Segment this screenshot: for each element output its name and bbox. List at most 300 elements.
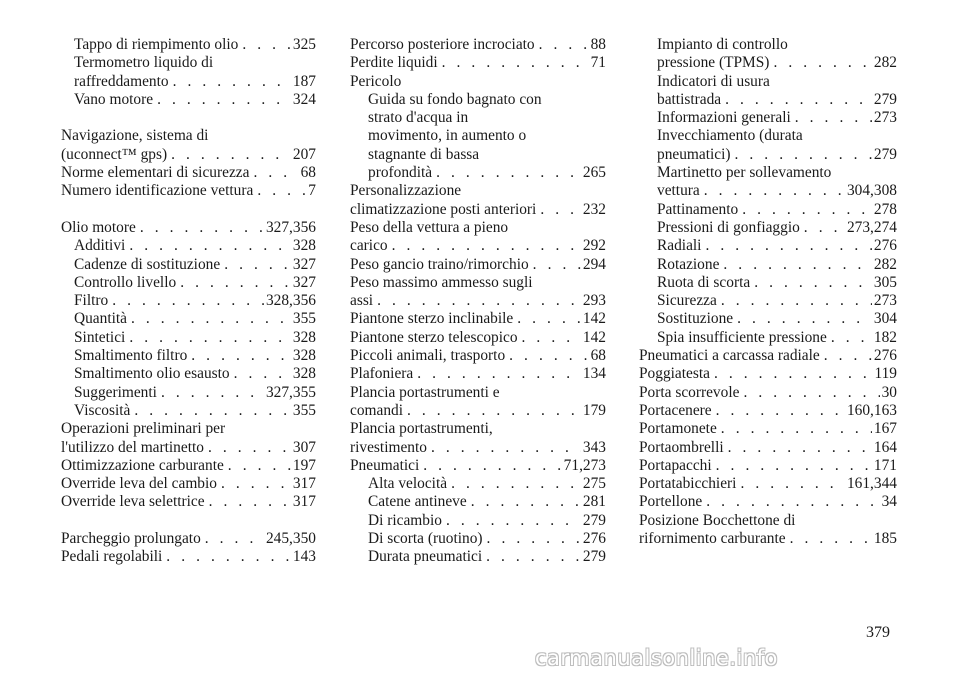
index-entry-page: 119 <box>874 365 897 383</box>
index-entry <box>639 512 897 530</box>
index-entry-term: Martinetto per sollevamento <box>657 164 832 182</box>
index-entry <box>639 109 897 127</box>
dot-leader <box>740 475 845 493</box>
index-entry <box>350 292 606 310</box>
index-entry <box>350 347 606 365</box>
dot-leader <box>140 219 264 237</box>
index-entry-term: Piccoli animali, trasporto <box>350 347 506 365</box>
index-entry-term: Alta velocità <box>368 475 448 493</box>
index-entry <box>350 439 606 457</box>
index-entry-term: Ruota di scorta <box>657 273 751 291</box>
index-entry-term: Portaombrelli <box>639 438 724 456</box>
index-entry-term: Di ricambio <box>368 511 442 529</box>
index-entry-term: Percorso posteriore incrociato <box>350 36 535 53</box>
dot-leader <box>205 530 264 548</box>
index-entry <box>350 402 606 420</box>
index-entry-page: 197 <box>292 456 316 474</box>
index-entry <box>350 420 606 438</box>
index-entry-term: Posizione Bocchettone di <box>639 511 796 529</box>
index-entry <box>350 274 606 292</box>
dot-leader <box>129 329 291 347</box>
index-entry <box>61 548 316 566</box>
dot-leader <box>705 237 871 255</box>
index-entry <box>61 146 316 164</box>
dot-leader <box>209 493 291 511</box>
dot-leader <box>706 493 879 511</box>
index-entry-term: Invecchiamento (durata <box>657 127 803 145</box>
index-entry-term: Navigazione, sistema di <box>61 127 209 145</box>
index-entry-page: 182 <box>873 328 897 346</box>
index-entry-term: Ottimizzazione carburante <box>61 456 224 474</box>
dot-leader <box>446 512 581 530</box>
index-entry <box>350 493 606 511</box>
index-column-2 <box>350 36 606 567</box>
dot-leader <box>221 475 291 493</box>
index-entry <box>350 457 606 475</box>
dot-leader <box>112 292 264 310</box>
index-entry-term: Radiali <box>657 237 702 255</box>
index-entry <box>61 237 316 255</box>
dot-leader <box>824 347 872 365</box>
index-entry <box>350 365 606 383</box>
index-entry-term: pressione (TPMS) <box>657 54 770 72</box>
index-entry <box>61 420 316 438</box>
index-entry-page: 293 <box>582 292 606 310</box>
index-entry-page: 324 <box>292 90 316 108</box>
index-entry <box>639 127 897 145</box>
dot-leader <box>723 256 872 274</box>
index-entry <box>350 127 606 145</box>
index-entry-term: Porta scorrevole <box>639 383 740 401</box>
index-entry <box>639 402 897 420</box>
dot-leader <box>407 402 581 420</box>
section-gap <box>61 512 316 530</box>
index-entry <box>639 439 897 457</box>
dot-leader <box>208 439 291 457</box>
index-entry-term: Override leva del cambio <box>61 475 217 493</box>
index-entry-page: 328 <box>292 237 316 255</box>
index-entry-term: Indicatori di usura <box>657 72 770 90</box>
index-entry-term: Pedali regolabili <box>61 548 163 566</box>
index-entry <box>61 127 316 145</box>
index-entry-page: 327,355 <box>265 383 316 401</box>
index-entry-page: 328 <box>292 347 316 365</box>
index-entry <box>350 384 606 402</box>
dot-leader <box>509 347 588 365</box>
dot-leader <box>754 274 872 292</box>
index-entry-page: 164 <box>873 438 897 456</box>
dot-leader <box>191 347 291 365</box>
index-entry <box>639 256 897 274</box>
index-entry-term: Portacenere <box>639 401 712 419</box>
index-entry-term: strato d'acqua in <box>368 109 469 127</box>
index-entry <box>350 219 606 237</box>
index-entry <box>639 219 897 237</box>
index-entry-page: 179 <box>582 401 606 419</box>
dot-leader <box>471 493 581 511</box>
index-entry-page: 88 <box>590 36 606 53</box>
index-entry <box>350 530 606 548</box>
index-entry <box>61 292 316 310</box>
dot-leader <box>716 402 845 420</box>
index-entry <box>639 457 897 475</box>
index-entry-page: 7 <box>308 182 316 200</box>
index-entry <box>639 54 897 72</box>
index-entry-term: Norme elementari di sicurezza <box>61 164 250 182</box>
watermark-logo: carmanualsonline.info <box>535 646 778 670</box>
dot-leader <box>166 548 291 566</box>
index-entry-term: Olio motore <box>61 218 136 236</box>
index-entry-page: 142 <box>582 328 606 346</box>
index-entry-term: Portapacchi <box>639 456 712 474</box>
index-entry <box>350 201 606 219</box>
index-entry-term: Filtro <box>74 292 109 310</box>
index-entry <box>350 164 606 182</box>
index-entry-term: Peso della vettura a pieno <box>350 218 509 236</box>
index-entry-page: 294 <box>582 255 606 273</box>
index-entry-term: Portamonete <box>639 420 717 438</box>
index-entry-page: 275 <box>582 475 606 493</box>
dot-leader <box>377 292 581 310</box>
index-entry-page: 167 <box>873 420 897 438</box>
index-entry-term: stagnante di bassa <box>368 145 480 163</box>
dot-leader <box>486 548 581 566</box>
index-entry-term: Controllo livello <box>74 273 177 291</box>
dot-leader <box>157 91 291 109</box>
index-entry-page: 68 <box>300 164 316 182</box>
index-entry-page: 343 <box>582 438 606 456</box>
index-entry <box>639 237 897 255</box>
index-entry-page: 245,350 <box>265 530 316 548</box>
index-entry <box>639 292 897 310</box>
index-entry-term: Sintetici <box>74 328 126 346</box>
index-entry <box>61 402 316 420</box>
index-entry-term: Sostituzione <box>657 310 734 328</box>
index-entry-term: Durata pneumatici <box>368 548 483 566</box>
dot-leader <box>735 146 872 164</box>
dot-leader <box>242 36 291 54</box>
index-entry-term: raffreddamento <box>74 72 169 90</box>
index-entry-page: 307 <box>292 438 316 456</box>
dot-leader <box>721 420 872 438</box>
index-entry-page: 292 <box>582 237 606 255</box>
index-entry <box>350 146 606 164</box>
dot-leader <box>522 329 581 347</box>
index-entry-page: 187 <box>292 72 316 90</box>
index-entry-page: 304,308 <box>846 182 897 200</box>
index-entry <box>350 310 606 328</box>
index-entry-term: Pressioni di gonfiaggio <box>657 218 800 236</box>
index-entry-page: 265 <box>582 164 606 182</box>
index-entry <box>61 530 316 548</box>
dot-leader <box>423 457 561 475</box>
dot-leader <box>134 402 291 420</box>
dot-leader <box>180 274 291 292</box>
index-entry-page: 279 <box>873 90 897 108</box>
index-entry-term: Pneumatici a carcassa radiale <box>639 347 820 365</box>
index-entry-page: 207 <box>292 145 316 163</box>
index-entry-term: vettura <box>657 182 700 200</box>
index-entry-term: Termometro liquido di <box>74 54 214 72</box>
index-entry-term: Impianto di controllo <box>657 36 788 53</box>
index-entry-term: Suggerimenti <box>74 383 157 401</box>
dot-leader <box>451 475 581 493</box>
index-entry <box>61 457 316 475</box>
dot-leader <box>173 73 291 91</box>
index-entry <box>639 384 897 402</box>
dot-leader <box>539 36 589 54</box>
dot-leader <box>517 310 581 328</box>
index-entry-term: climatizzazione posti anteriori <box>350 200 537 218</box>
index-entry-term: Peso massimo ammesso sugli <box>350 273 533 291</box>
index-entry-term: Piantone sterzo inclinabile <box>350 310 514 328</box>
dot-leader <box>790 530 872 548</box>
index-entry-term: movimento, in aumento o <box>368 127 527 145</box>
dot-leader <box>234 365 291 383</box>
index-entry-page: 327,356 <box>265 218 316 236</box>
dot-leader <box>257 182 306 200</box>
dot-leader <box>773 54 871 72</box>
dot-leader <box>533 256 581 274</box>
index-entry-term: Personalizzazione <box>350 182 462 200</box>
dot-leader <box>253 164 298 182</box>
index-entry-page: 142 <box>582 310 606 328</box>
index-entry-term: Smaltimento filtro <box>74 347 188 365</box>
index-entry-page: 161,344 <box>846 475 897 493</box>
index-entry <box>61 182 316 200</box>
index-entry <box>350 329 606 347</box>
index-entry-page: 305 <box>873 273 897 291</box>
index-entry-page: 279 <box>582 511 606 529</box>
index-entry-term: Plancia portastrumenti e <box>350 383 500 401</box>
index-entry-page: 279 <box>582 548 606 566</box>
index-entry-page: 276 <box>873 347 897 365</box>
dot-leader <box>392 237 581 255</box>
index-entry <box>639 310 897 328</box>
dot-leader <box>417 365 581 383</box>
index-entry-term: Parcheggio prolungato <box>61 530 201 548</box>
dot-leader <box>487 530 581 548</box>
index-entry-term: l'utilizzo del martinetto <box>61 438 204 456</box>
index-entry-page: 273,274 <box>846 218 897 236</box>
index-entry-term: Operazioni preliminari per <box>61 420 226 438</box>
index-entry <box>350 512 606 530</box>
index-entry-page: 30 <box>881 383 897 401</box>
index-entry-term: Cadenze di sostituzione <box>74 255 221 273</box>
index-entry-page: 279 <box>873 145 897 163</box>
index-entry-term: Spia insufficiente pressione <box>657 328 827 346</box>
index-entry <box>639 146 897 164</box>
section-gap <box>61 109 316 127</box>
index-entry-term: Viscosità <box>74 401 131 419</box>
index-entry-term: Piantone sterzo telescopico <box>350 328 518 346</box>
index-entry-term: Numero identificazione vettura <box>61 182 254 200</box>
index-entry-term: Sicurezza <box>657 292 717 310</box>
dot-leader <box>737 310 872 328</box>
index-entry-page: 327 <box>292 255 316 273</box>
index-entry <box>350 73 606 91</box>
index-entry-term: Portatabicchieri <box>639 475 737 493</box>
index-entry <box>61 365 316 383</box>
index-entry <box>350 109 606 127</box>
index-entry-page: 327 <box>292 273 316 291</box>
index-entry-term: Informazioni generali <box>657 109 791 127</box>
dot-leader <box>742 201 872 219</box>
index-entry-term: (uconnect™ gps) <box>61 145 168 163</box>
index-entry <box>350 475 606 493</box>
index-entry-page: 304 <box>873 310 897 328</box>
dot-leader <box>728 439 872 457</box>
dot-leader <box>795 109 872 127</box>
index-entry-page: 282 <box>873 54 897 72</box>
index-entry-page: 134 <box>582 365 606 383</box>
index-entry-page: 281 <box>582 493 606 511</box>
index-entry-term: Portellone <box>639 493 703 511</box>
index-entry-term: profondità <box>368 164 433 182</box>
index-entry <box>639 274 897 292</box>
index-entry-page: 355 <box>292 310 316 328</box>
index-entry-term: rivestimento <box>350 438 427 456</box>
index-entry-term: Perdite liquidi <box>350 54 438 72</box>
index-entry-term: Peso gancio traino/rimorchio <box>350 255 529 273</box>
index-entry-page: 328 <box>292 365 316 383</box>
dot-leader <box>436 164 581 182</box>
index-entry-page: 276 <box>873 237 897 255</box>
dot-leader <box>171 146 291 164</box>
index-entry <box>639 365 897 383</box>
index-entry-page: 232 <box>582 200 606 218</box>
index-entry <box>61 347 316 365</box>
index-entry-page: 325 <box>292 36 316 53</box>
index-entry-term: Quantità <box>74 310 127 328</box>
index-entry <box>61 329 316 347</box>
index-entry-term: Pattinamento <box>657 200 739 218</box>
index-entry-page: 276 <box>582 530 606 548</box>
dot-leader <box>714 365 873 383</box>
dot-leader <box>131 310 291 328</box>
index-entry-term: battistrada <box>657 90 722 108</box>
index-entry-term: rifornimento carburante <box>639 530 786 548</box>
index-entry-page: 273 <box>873 109 897 127</box>
index-entry <box>61 256 316 274</box>
index-entry <box>61 164 316 182</box>
index-entry <box>639 530 897 548</box>
index-entry-term: carico <box>350 237 388 255</box>
index-entry <box>61 274 316 292</box>
dot-leader <box>831 329 872 347</box>
index-entry-term: Pericolo <box>350 72 402 90</box>
dot-leader <box>442 54 589 72</box>
index-entry <box>639 36 897 54</box>
page-number: 379 <box>866 624 890 641</box>
index-entry <box>639 182 897 200</box>
index-entry <box>639 329 897 347</box>
index-entry-page: 317 <box>292 475 316 493</box>
index-entry-term: Poggiatesta <box>639 365 710 383</box>
section-gap <box>61 201 316 219</box>
index-column-3 <box>639 36 897 548</box>
index-entry-term: Override leva selettrice <box>61 493 205 511</box>
index-entry-term: Rotazione <box>657 255 720 273</box>
index-entry-term: comandi <box>350 401 403 419</box>
index-entry-page: 273 <box>873 292 897 310</box>
index-entry <box>350 182 606 200</box>
index-entry-term: pneumatici) <box>657 145 731 163</box>
index-entry-page: 185 <box>873 530 897 548</box>
index-entry-term: Pneumatici <box>350 456 420 474</box>
index-entry <box>350 256 606 274</box>
index-entry <box>61 439 316 457</box>
index-entry <box>639 201 897 219</box>
index-entry-page: 355 <box>292 401 316 419</box>
index-entry <box>61 475 316 493</box>
index-entry-term: Catene antineve <box>368 493 467 511</box>
index-entry <box>61 54 316 72</box>
index-entry-term: Plafoniera <box>350 365 414 383</box>
index-entry-page: 282 <box>873 255 897 273</box>
index-entry-term: Di scorta (ruotino) <box>368 530 483 548</box>
index-entry-page: 328,356 <box>265 292 316 310</box>
index-entry <box>350 36 606 54</box>
index-entry-page: 68 <box>590 347 606 365</box>
index-entry <box>61 91 316 109</box>
index-column-1 <box>61 36 316 567</box>
index-entry <box>350 91 606 109</box>
index-entry <box>61 384 316 402</box>
index-entry-page: 34 <box>881 493 897 511</box>
index-entry-term: assi <box>350 292 374 310</box>
index-entry-page: 317 <box>292 493 316 511</box>
index-entry <box>350 54 606 72</box>
index-entry <box>61 493 316 511</box>
dot-leader <box>228 457 291 475</box>
index-entry-page: 328 <box>292 328 316 346</box>
index-entry <box>639 475 897 493</box>
index-entry <box>61 219 316 237</box>
dot-leader <box>540 201 581 219</box>
dot-leader <box>704 182 845 200</box>
index-entry <box>61 310 316 328</box>
dot-leader <box>129 237 291 255</box>
index-entry-page: 160,163 <box>846 401 897 419</box>
index-entry-page: 143 <box>292 548 316 566</box>
index-entry-term: Vano motore <box>74 90 154 108</box>
index-entry-term: Guida su fondo bagnato con <box>368 90 542 108</box>
index-entry-page: 278 <box>873 200 897 218</box>
dot-leader <box>743 384 879 402</box>
index-entry <box>639 91 897 109</box>
dot-leader <box>224 256 291 274</box>
dot-leader <box>725 91 872 109</box>
index-entry-term: Additivi <box>74 237 126 255</box>
dot-leader <box>161 384 264 402</box>
dot-leader <box>431 439 581 457</box>
index-entry-page: 71 <box>590 54 606 72</box>
dot-leader <box>721 292 872 310</box>
index-entry <box>639 164 897 182</box>
dot-leader <box>804 219 845 237</box>
index-entry <box>639 347 897 365</box>
dot-leader <box>716 457 872 475</box>
index-entry <box>350 548 606 566</box>
index-entry <box>61 36 316 54</box>
index-entry <box>350 237 606 255</box>
index-entry-term: Smaltimento olio esausto <box>74 365 230 383</box>
index-entry-term: Tappo di riempimento olio <box>74 36 239 53</box>
index-entry-term: Plancia portastrumenti, <box>350 420 493 438</box>
index-entry <box>61 73 316 91</box>
index-entry <box>639 420 897 438</box>
